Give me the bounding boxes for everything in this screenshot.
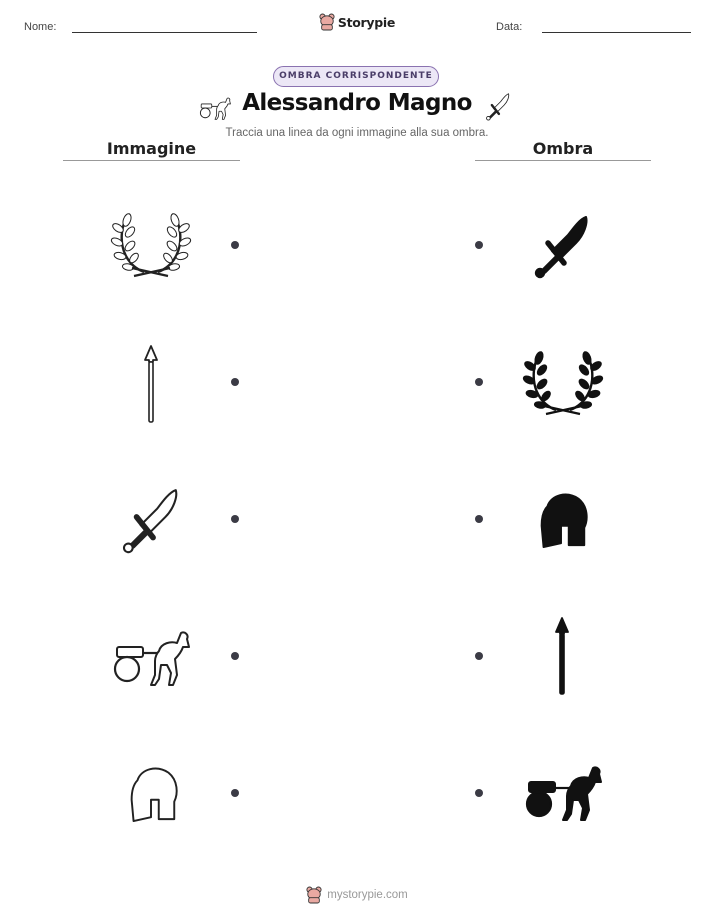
right-dot-2[interactable]	[475, 378, 483, 386]
helmet-shadow-icon	[530, 480, 592, 556]
right-dot-1[interactable]	[475, 241, 483, 249]
column-rule-left	[63, 160, 240, 161]
spear-icon	[141, 344, 161, 424]
right-dot-3[interactable]	[475, 515, 483, 523]
name-label: Nome:	[24, 21, 57, 33]
date-label: Data:	[496, 21, 523, 33]
bear-logo-icon	[306, 886, 322, 904]
laurel-wreath-shadow-icon	[526, 348, 600, 416]
page-title: Alessandro Magno	[242, 90, 472, 116]
spear-shadow-icon	[552, 616, 572, 696]
left-dot-2[interactable]	[231, 378, 239, 386]
sword-icon	[484, 92, 512, 120]
activity-badge: OMBRA CORRISPONDENTE	[273, 66, 439, 87]
right-dot-5[interactable]	[475, 789, 483, 797]
sword-icon	[118, 482, 184, 556]
left-dot-5[interactable]	[231, 789, 239, 797]
left-dot-4[interactable]	[231, 652, 239, 660]
right-dot-4[interactable]	[475, 652, 483, 660]
column-head-shadows: Ombra	[532, 139, 594, 158]
laurel-wreath-icon	[114, 210, 188, 278]
column-rule-right	[475, 160, 651, 161]
column-head-images: Immagine	[106, 139, 197, 158]
brand-name: Storypie	[337, 14, 396, 30]
left-dot-3[interactable]	[231, 515, 239, 523]
footer-url[interactable]: mystorypie.com	[327, 889, 408, 901]
date-line[interactable]	[542, 32, 691, 33]
left-dot-1[interactable]	[231, 241, 239, 249]
chariot-shadow-icon	[522, 760, 604, 824]
instructions: Traccia una linea da ogni immagine alla sua ombra.	[225, 127, 489, 139]
chariot-icon	[110, 625, 192, 689]
sword-shadow-icon	[530, 208, 594, 282]
helmet-icon	[120, 754, 182, 830]
footer	[0, 886, 714, 908]
bear-logo-icon	[319, 13, 335, 31]
